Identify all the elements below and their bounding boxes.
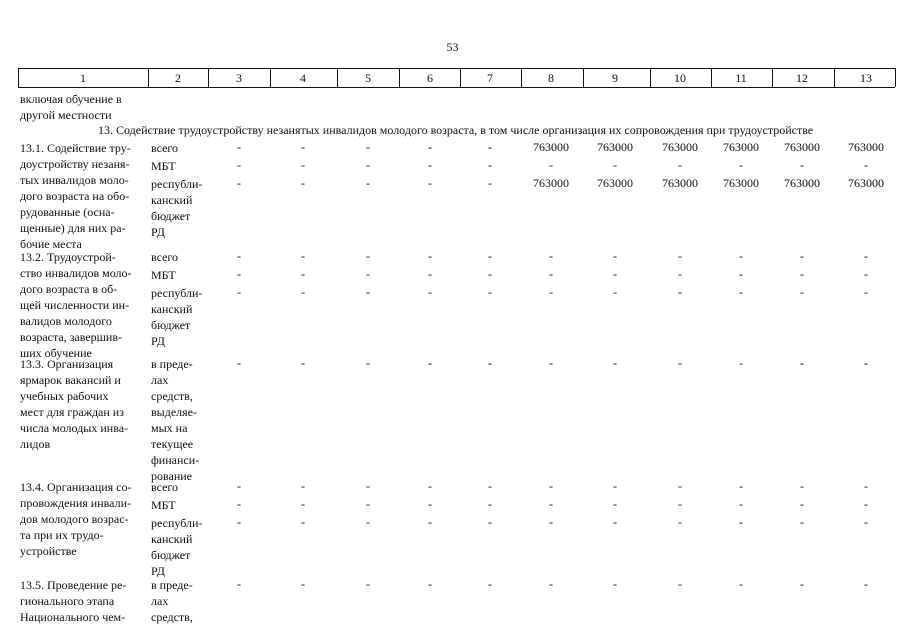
table-cell-dash: - [428,515,432,529]
table-cell-dash: - [301,249,305,263]
table-cell-dash: - [613,249,617,263]
column-header-2: 2 [175,71,181,85]
funding-source-label: в преде- [151,578,193,592]
table-cell-dash: - [739,249,743,263]
row-name: доустройству незаня- [20,157,130,171]
table-cell-dash: - [549,249,553,263]
table-cell-dash: - [366,479,370,493]
table-cell-dash: - [613,515,617,529]
table-cell-dash: - [549,285,553,299]
funding-source-label: мых на [151,421,188,435]
table-cell-dash: - [237,479,241,493]
table-cell-value: 763000 [662,140,698,154]
row-name: дого возраста на обо- [20,189,130,203]
column-header-9: 9 [612,71,618,85]
table-cell-value: 763000 [848,140,884,154]
table-cell-dash: - [301,285,305,299]
section-title: 13. Содействие трудоустройству незанятых инвалидов молодого возраста, в том числе организация их сопровождения при трудоустройстве [98,123,814,137]
table-cell-value: 763000 [848,176,884,190]
row-name: ших обучение [20,346,92,360]
table-cell-dash: - [488,479,492,493]
table-cell-dash: - [428,140,432,154]
table-cell-dash: - [739,577,743,591]
table-cell-dash: - [301,158,305,172]
column-header-11: 11 [735,71,747,85]
funding-source-label: средств, [151,389,193,403]
table-cell-value: 763000 [784,176,820,190]
row-name: лидов [20,437,51,451]
table-cell-dash: - [428,497,432,511]
table-cell-dash: - [549,515,553,529]
table-header-bottom-border [18,87,895,88]
table-cell-dash: - [678,158,682,172]
column-divider [772,68,773,87]
table-cell-dash: - [864,479,868,493]
table-cell-dash: - [237,285,241,299]
row-name: дов молодого возрас- [20,512,129,526]
table-cell-dash: - [678,267,682,281]
row-name: 13.3. Организация [20,357,114,371]
funding-source-label: республи- [151,286,203,300]
table-cell-dash: - [864,285,868,299]
table-cell-dash: - [366,176,370,190]
table-cell-dash: - [549,267,553,281]
table-cell-dash: - [800,497,804,511]
funding-source-label: лах [151,373,169,387]
row-name: учебных рабочих [20,389,109,403]
column-divider [337,68,338,87]
table-cell-dash: - [739,479,743,493]
table-cell-dash: - [549,356,553,370]
funding-source-label: лах [151,594,169,608]
table-cell-dash: - [800,479,804,493]
table-cell-dash: - [739,158,743,172]
column-divider [711,68,712,87]
row-name: возраста, завершив- [20,330,123,344]
funding-source-label: всего [151,250,179,264]
column-divider [399,68,400,87]
row-name: щенные) для них ра- [20,221,126,235]
table-cell-dash: - [739,515,743,529]
column-divider [208,68,209,87]
column-divider [895,68,896,87]
table-cell-dash: - [488,158,492,172]
table-cell-dash: - [488,285,492,299]
funding-source-label: РД [151,225,165,239]
table-cell-dash: - [488,577,492,591]
table-cell-dash: - [864,158,868,172]
table-cell-value: 763000 [662,176,698,190]
table-cell-dash: - [488,249,492,263]
row-name: валидов молодого [20,314,112,328]
row-name: 13.4. Организация со- [20,480,132,494]
row-name: мест для граждан из [20,405,124,419]
table-cell-dash: - [549,479,553,493]
table-cell-dash: - [366,158,370,172]
funding-source-label: средств, [151,610,193,624]
table-cell-dash: - [301,515,305,529]
row-name: Национального чем- [20,610,126,624]
table-cell-dash: - [488,515,492,529]
table-top-border [18,68,895,69]
table-cell-dash: - [678,356,682,370]
table-cell-dash: - [864,356,868,370]
table-cell-dash: - [428,285,432,299]
funding-source-label: канский [151,532,193,546]
table-cell-dash: - [739,285,743,299]
table-cell-dash: - [800,577,804,591]
table-cell-dash: - [237,158,241,172]
funding-source-label: бюджет [151,318,191,332]
table-cell-dash: - [613,267,617,281]
funding-source-label: всего [151,480,179,494]
column-header-13: 13 [860,71,872,85]
table-cell-dash: - [613,285,617,299]
table-cell-dash: - [301,479,305,493]
row-name: дого возраста в об- [20,282,118,296]
table-cell-dash: - [800,249,804,263]
table-cell-dash: - [678,249,682,263]
funding-source-label: финанси- [151,453,200,467]
table-cell-dash: - [366,249,370,263]
funding-source-label: канский [151,193,193,207]
table-cell-dash: - [237,356,241,370]
column-divider [18,68,19,87]
table-cell-dash: - [613,497,617,511]
table-cell-dash: - [613,158,617,172]
table-cell-dash: - [366,140,370,154]
table-cell-dash: - [366,285,370,299]
column-header-6: 6 [427,71,433,85]
funding-source-label: республи- [151,177,203,191]
table-cell-dash: - [237,577,241,591]
table-cell-dash: - [301,176,305,190]
table-cell-dash: - [488,356,492,370]
column-header-1: 1 [80,71,86,85]
table-cell-dash: - [428,577,432,591]
table-cell-dash: - [366,515,370,529]
table-cell-dash: - [678,497,682,511]
page-number: 53 [446,40,459,54]
funding-source-label: текущее [151,437,194,451]
table-cell-dash: - [488,267,492,281]
column-divider [834,68,835,87]
table-cell-value: 763000 [723,176,759,190]
table-cell-dash: - [864,249,868,263]
table-cell-dash: - [549,577,553,591]
row-name: ство инвалидов моло- [20,266,132,280]
funding-source-label: республи- [151,516,203,530]
funding-source-label: канский [151,302,193,316]
table-cell-dash: - [366,267,370,281]
column-header-10: 10 [674,71,686,85]
continued-row-text: другой местности [20,108,112,122]
row-name: бочие места [20,237,82,251]
row-name: устройстве [20,544,77,558]
column-divider [521,68,522,87]
row-name: тых инвалидов моло- [20,173,129,187]
table-cell-dash: - [678,285,682,299]
table-cell-dash: - [864,515,868,529]
table-cell-dash: - [428,249,432,263]
table-cell-dash: - [301,140,305,154]
table-cell-dash: - [678,577,682,591]
table-cell-dash: - [301,267,305,281]
table-cell-dash: - [488,497,492,511]
table-cell-dash: - [488,176,492,190]
table-cell-dash: - [739,497,743,511]
column-divider [650,68,651,87]
table-cell-value: 763000 [533,140,569,154]
funding-source-label: МБТ [151,498,176,512]
table-cell-dash: - [428,479,432,493]
row-name: 13.1. Содействие тру- [20,141,131,155]
table-cell-dash: - [366,356,370,370]
funding-source-label: бюджет [151,548,191,562]
row-name: ярмарок вакансий и [20,373,121,387]
table-cell-dash: - [301,577,305,591]
table-cell-dash: - [800,285,804,299]
column-header-5: 5 [365,71,371,85]
table-cell-dash: - [428,356,432,370]
column-header-7: 7 [487,71,493,85]
column-header-3: 3 [236,71,242,85]
table-cell-dash: - [549,497,553,511]
table-cell-dash: - [800,515,804,529]
table-cell-dash: - [237,140,241,154]
row-name: 13.2. Трудоустрой- [20,250,116,264]
funding-source-label: МБТ [151,159,176,173]
table-cell-dash: - [678,479,682,493]
table-cell-dash: - [301,497,305,511]
table-cell-dash: - [800,267,804,281]
table-cell-dash: - [488,140,492,154]
row-name: щей численности ин- [20,298,130,312]
row-name: числа молодых инва- [20,421,129,435]
table-cell-dash: - [613,356,617,370]
table-cell-dash: - [800,356,804,370]
funding-source-label: бюджет [151,209,191,223]
table-cell-dash: - [678,515,682,529]
row-name: рудованные (осна- [20,205,115,219]
row-name: провождения инвали- [20,496,131,510]
table-cell-dash: - [549,158,553,172]
column-header-8: 8 [548,71,554,85]
row-name: 13.5. Проведение ре- [20,578,127,592]
funding-source-label: РД [151,334,165,348]
row-name: гионального этапа [20,594,115,608]
table-cell-dash: - [864,577,868,591]
continued-row-text: включая обучение в [20,92,122,106]
table-cell-dash: - [428,176,432,190]
table-cell-dash: - [237,515,241,529]
table-cell-dash: - [613,479,617,493]
column-divider [583,68,584,87]
column-divider [460,68,461,87]
funding-source-label: рование [151,469,193,483]
column-header-4: 4 [300,71,306,85]
funding-source-label: РД [151,564,165,578]
table-cell-dash: - [237,176,241,190]
table-cell-dash: - [428,267,432,281]
funding-source-label: всего [151,141,179,155]
column-divider [270,68,271,87]
row-name: та при их трудо- [20,528,104,542]
column-divider [148,68,149,87]
table-cell-value: 763000 [723,140,759,154]
table-cell-value: 763000 [533,176,569,190]
table-cell-dash: - [428,158,432,172]
table-cell-value: 763000 [784,140,820,154]
table-cell-dash: - [366,577,370,591]
table-cell-dash: - [366,497,370,511]
column-header-12: 12 [796,71,808,85]
table-cell-dash: - [864,497,868,511]
table-cell-dash: - [613,577,617,591]
table-cell-value: 763000 [597,176,633,190]
table-cell-dash: - [864,267,868,281]
table-cell-dash: - [237,497,241,511]
table-cell-dash: - [800,158,804,172]
funding-source-label: выделяе- [151,405,197,419]
table-cell-dash: - [237,249,241,263]
funding-source-label: в преде- [151,357,193,371]
table-cell-dash: - [739,267,743,281]
table-cell-dash: - [301,356,305,370]
funding-source-label: МБТ [151,268,176,282]
table-cell-dash: - [739,356,743,370]
table-cell-dash: - [237,267,241,281]
table-cell-value: 763000 [597,140,633,154]
